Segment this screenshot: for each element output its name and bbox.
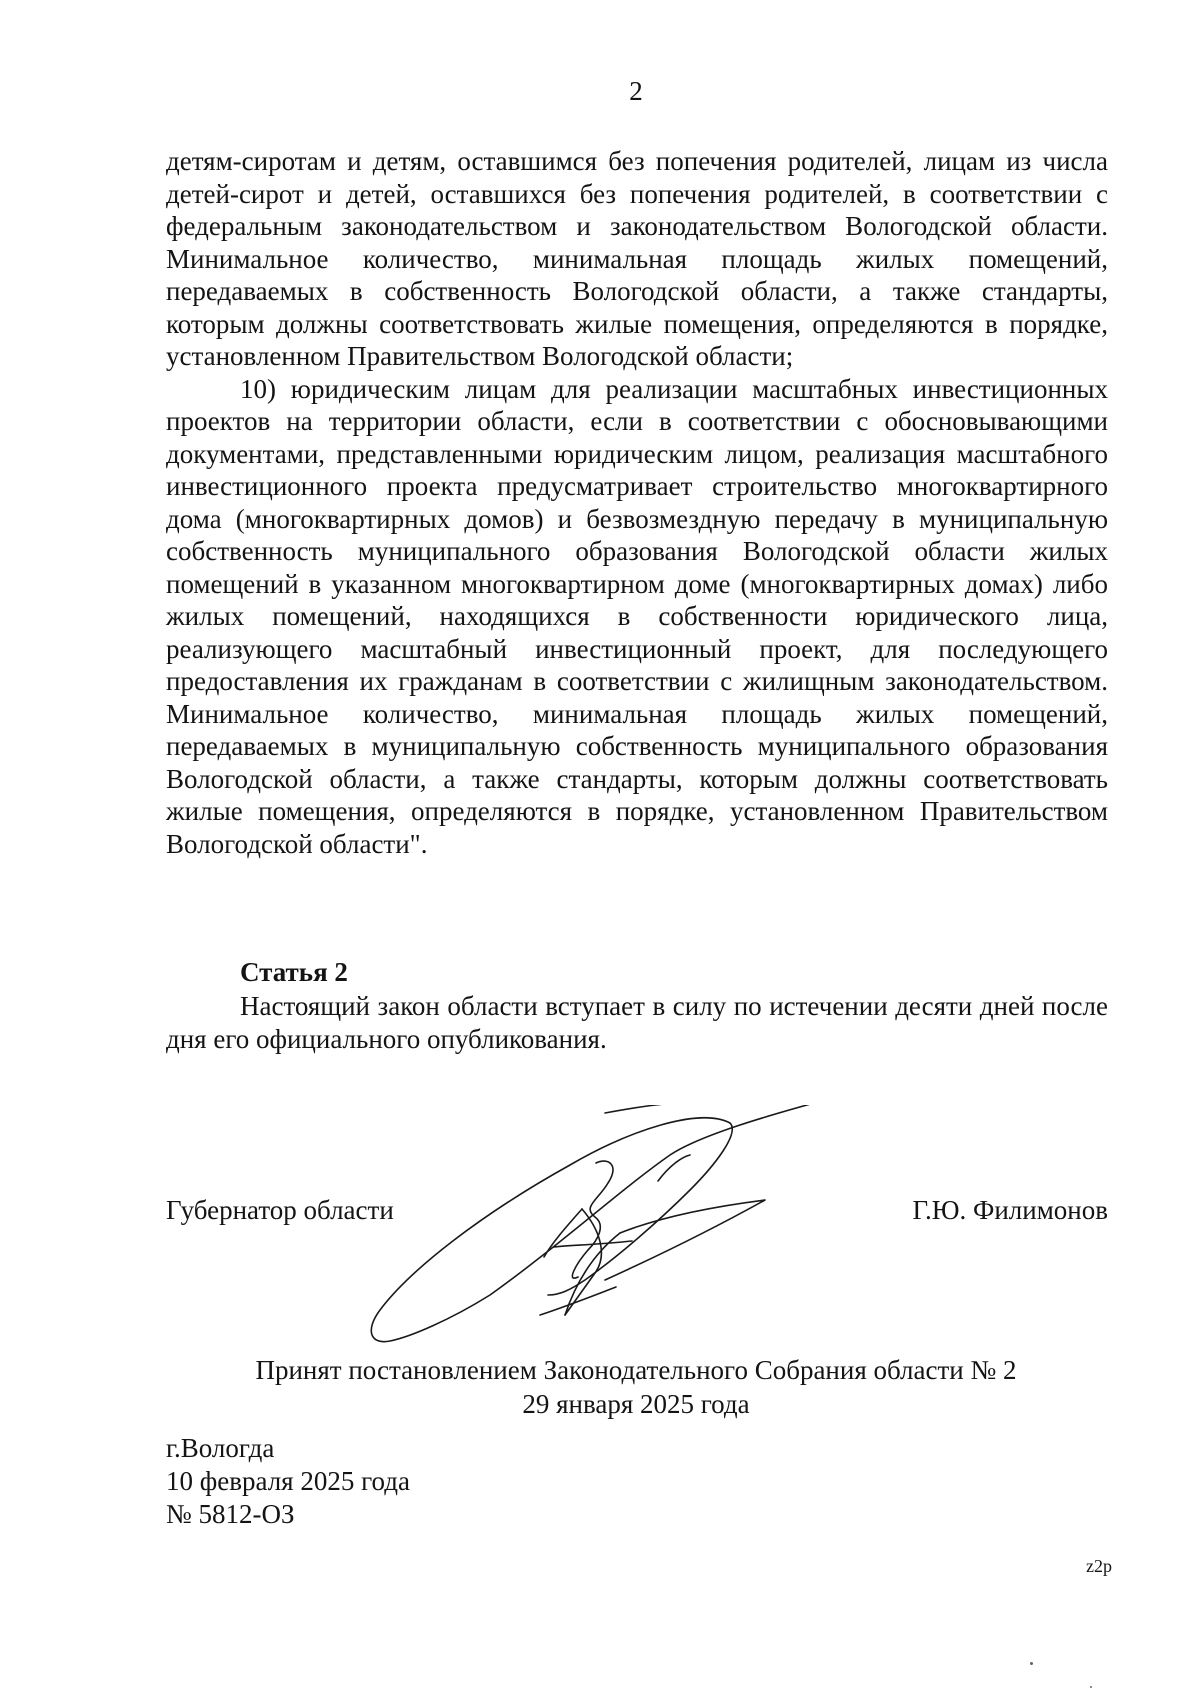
paragraph-continuation: детям-сиротам и детям, оставшимся без попечения родителей, лицам из числа детей-сирот и детей, оставшихся без попечения родителей, в соответствии с федеральным законодательством и законодательством Вологодской области. Минимальное количество, минимальная площадь жилых помещений, передаваемых в собственность Вологодской области, а также стандарты, которым должны соответствовать жилые помещения, определяются в порядке, установленном Правительством Вологодской области; (166, 146, 1108, 371)
article-2-paragraph: Настоящий закон области вступает в силу по истечении десяти дней после дня его официального опубликования. (166, 991, 1108, 1054)
adoption-date: 29 января 2025 года (522, 1389, 750, 1419)
law-number: № 5812-ОЗ (166, 1499, 295, 1529)
document-code-mark: z2p (1086, 1556, 1112, 1576)
handwritten-signature (370, 1105, 840, 1355)
city: г.Вологда (166, 1433, 275, 1463)
governor-title: Губернатор области (166, 1195, 394, 1225)
article-2-text (166, 990, 1108, 1056)
article-2-heading: Статья 2 (240, 957, 348, 987)
governor-name: Г.Ю. Филимонов (912, 1195, 1108, 1225)
scan-speck (1090, 1686, 1092, 1688)
page-number: 2 (629, 76, 643, 106)
place-date-number (166, 1432, 410, 1531)
law-body-text (166, 145, 1108, 860)
signing-date: 10 февраля 2025 года (166, 1466, 410, 1496)
scan-speck (1030, 1662, 1033, 1665)
adoption-note (0, 1353, 1200, 1421)
paragraph-item-10: 10) юридическим лицам для реализации масштабных инвестиционных проектов на территории области, если в соответствии с обосновывающими документами, представленными юридическим лицом, реализация масштабного инвестиционного проекта предусматривает строительство многоквартирного дома (многоквартирных домов) и безвозмездную передачу в муниципальную собственность муниципального образования Вологодской области жилых помещений в указанном многоквартирном доме (многоквартирных домах) либо жилых помещений, находящихся в собственности юридического лица, реализующего масштабный инвестиционный проект, для последующего предоставления их гражданам в соответствии с жилищным законодательством. Минимальное количество, минимальная площадь жилых помещений, передаваемых в муниципальную собственность муниципального образования Вологодской области, а также стандарты, которым должны соответствовать жилые помещения, определяются в порядке, установленном Правительством Вологодской области". (166, 373, 1108, 859)
adoption-resolution: Принят постановлением Законодательного Собрания области № 2 (255, 1355, 1017, 1385)
